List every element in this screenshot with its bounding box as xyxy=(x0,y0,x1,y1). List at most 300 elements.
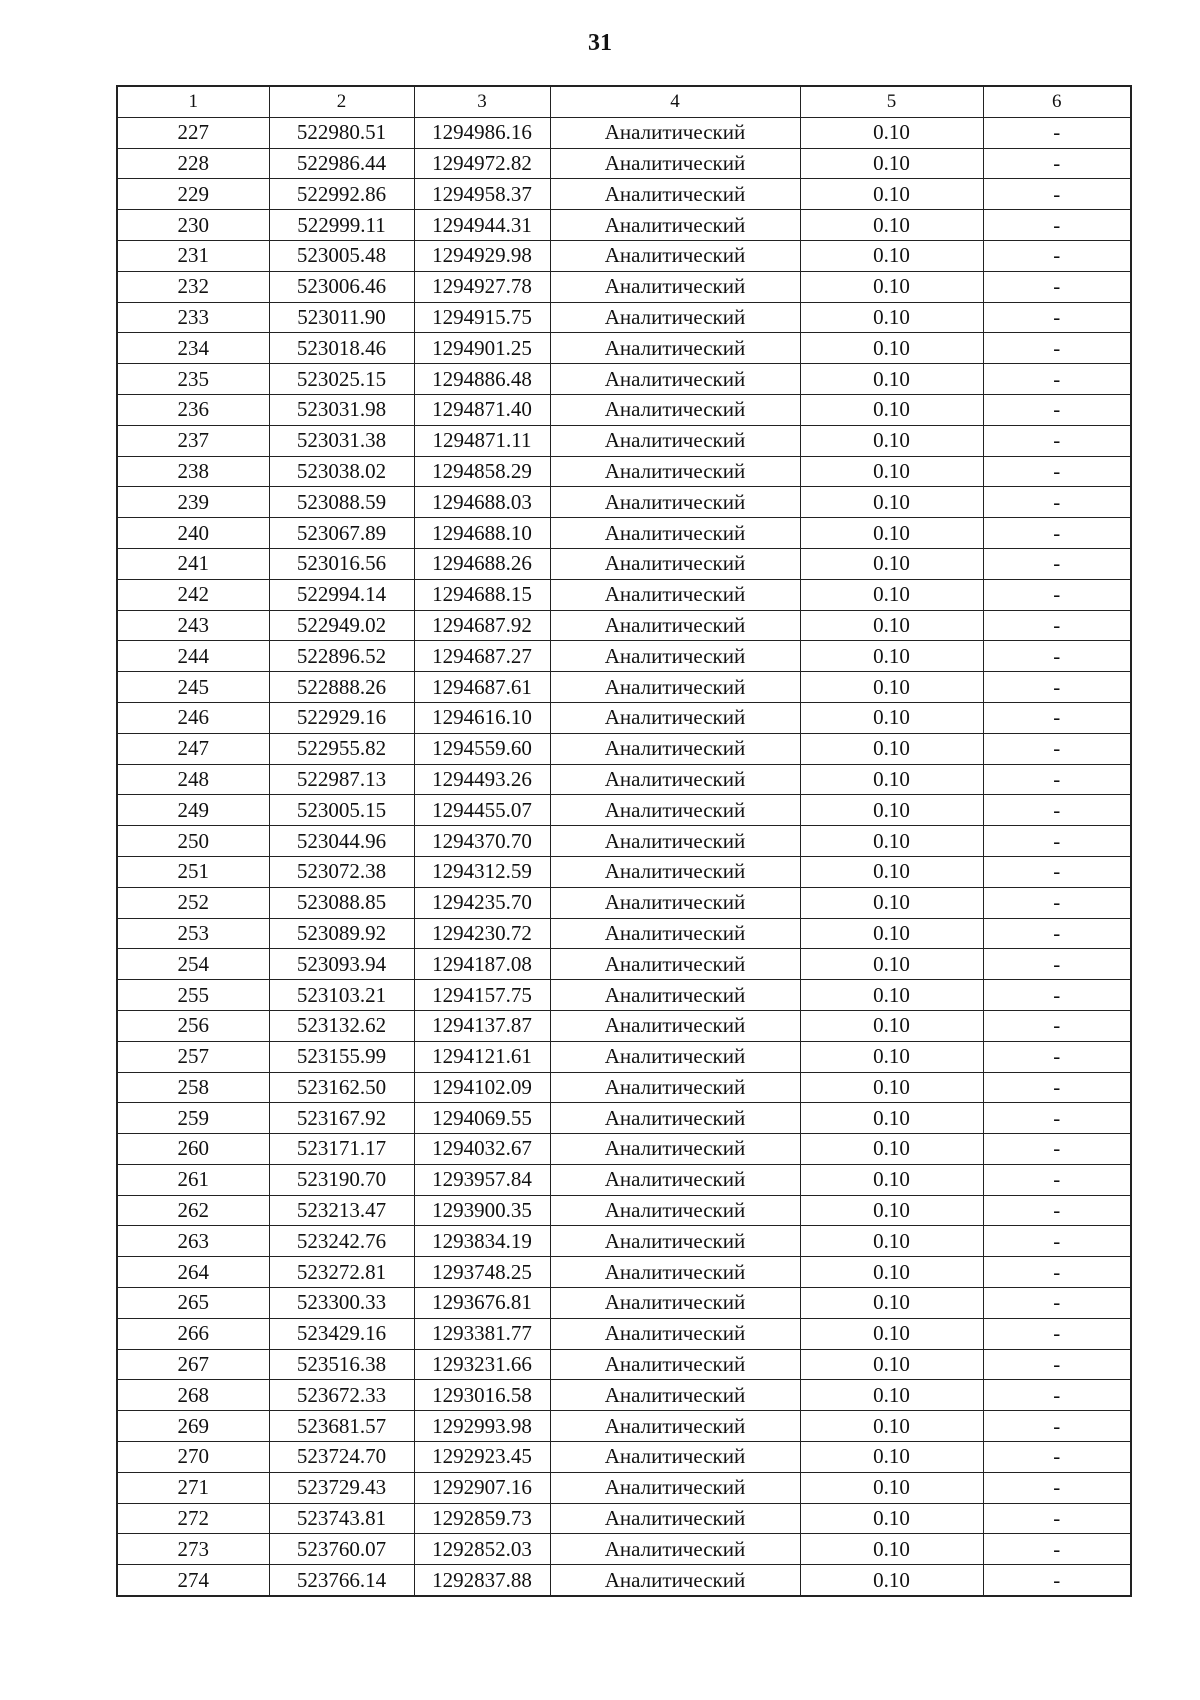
description-cell: - xyxy=(983,1349,1131,1380)
y-coordinate-cell: 1294901.25 xyxy=(414,333,550,364)
method-cell: Аналитический xyxy=(550,394,800,425)
description-cell: - xyxy=(983,548,1131,579)
method-cell: Аналитический xyxy=(550,1565,800,1596)
method-cell: Аналитический xyxy=(550,1380,800,1411)
description-cell: - xyxy=(983,610,1131,641)
table-row xyxy=(117,641,1131,672)
description-cell: - xyxy=(983,1534,1131,1565)
accuracy-cell: 0.10 xyxy=(800,1226,983,1257)
x-coordinate-cell: 523005.15 xyxy=(269,795,414,826)
accuracy-cell: 0.10 xyxy=(800,117,983,148)
description-cell: - xyxy=(983,394,1131,425)
table-row xyxy=(117,210,1131,241)
table-row xyxy=(117,1411,1131,1442)
x-coordinate-cell: 522987.13 xyxy=(269,764,414,795)
table-row xyxy=(117,1010,1131,1041)
x-coordinate-cell: 523103.21 xyxy=(269,980,414,1011)
point-number-cell: 256 xyxy=(117,1010,269,1041)
x-coordinate-cell: 522994.14 xyxy=(269,579,414,610)
description-cell: - xyxy=(983,733,1131,764)
accuracy-cell: 0.10 xyxy=(800,518,983,549)
table-row xyxy=(117,1041,1131,1072)
description-cell: - xyxy=(983,1318,1131,1349)
table-row xyxy=(117,271,1131,302)
accuracy-cell: 0.10 xyxy=(800,148,983,179)
y-coordinate-cell: 1292852.03 xyxy=(414,1534,550,1565)
y-coordinate-cell: 1294915.75 xyxy=(414,302,550,333)
coordinates-table xyxy=(116,85,1132,1597)
accuracy-cell: 0.10 xyxy=(800,394,983,425)
y-coordinate-cell: 1294944.31 xyxy=(414,210,550,241)
description-cell: - xyxy=(983,518,1131,549)
method-cell: Аналитический xyxy=(550,795,800,826)
description-cell: - xyxy=(983,1041,1131,1072)
point-number-cell: 241 xyxy=(117,548,269,579)
accuracy-cell: 0.10 xyxy=(800,702,983,733)
column-header-3: 3 xyxy=(414,86,550,117)
table-row xyxy=(117,302,1131,333)
table-row xyxy=(117,1103,1131,1134)
description-cell: - xyxy=(983,1442,1131,1473)
y-coordinate-cell: 1294312.59 xyxy=(414,856,550,887)
point-number-cell: 268 xyxy=(117,1380,269,1411)
description-cell: - xyxy=(983,1134,1131,1165)
description-cell: - xyxy=(983,333,1131,364)
description-cell: - xyxy=(983,1103,1131,1134)
description-cell: - xyxy=(983,456,1131,487)
method-cell: Аналитический xyxy=(550,1010,800,1041)
method-cell: Аналитический xyxy=(550,1195,800,1226)
x-coordinate-cell: 523088.59 xyxy=(269,487,414,518)
y-coordinate-cell: 1294972.82 xyxy=(414,148,550,179)
page-number: 31 xyxy=(588,30,612,56)
table-row xyxy=(117,425,1131,456)
x-coordinate-cell: 523171.17 xyxy=(269,1134,414,1165)
x-coordinate-cell: 523072.38 xyxy=(269,856,414,887)
accuracy-cell: 0.10 xyxy=(800,333,983,364)
y-coordinate-cell: 1294121.61 xyxy=(414,1041,550,1072)
method-cell: Аналитический xyxy=(550,518,800,549)
method-cell: Аналитический xyxy=(550,1164,800,1195)
description-cell: - xyxy=(983,179,1131,210)
method-cell: Аналитический xyxy=(550,733,800,764)
point-number-cell: 229 xyxy=(117,179,269,210)
column-header-2: 2 xyxy=(269,86,414,117)
x-coordinate-cell: 523155.99 xyxy=(269,1041,414,1072)
point-number-cell: 248 xyxy=(117,764,269,795)
point-number-cell: 231 xyxy=(117,240,269,271)
method-cell: Аналитический xyxy=(550,610,800,641)
accuracy-cell: 0.10 xyxy=(800,1010,983,1041)
x-coordinate-cell: 523300.33 xyxy=(269,1288,414,1319)
point-number-cell: 240 xyxy=(117,518,269,549)
description-cell: - xyxy=(983,1288,1131,1319)
accuracy-cell: 0.10 xyxy=(800,456,983,487)
description-cell: - xyxy=(983,980,1131,1011)
x-coordinate-cell: 522949.02 xyxy=(269,610,414,641)
accuracy-cell: 0.10 xyxy=(800,826,983,857)
x-coordinate-cell: 523429.16 xyxy=(269,1318,414,1349)
table-row xyxy=(117,1226,1131,1257)
point-number-cell: 262 xyxy=(117,1195,269,1226)
method-cell: Аналитический xyxy=(550,1472,800,1503)
x-coordinate-cell: 523067.89 xyxy=(269,518,414,549)
table-row xyxy=(117,1534,1131,1565)
table-row xyxy=(117,364,1131,395)
y-coordinate-cell: 1294688.26 xyxy=(414,548,550,579)
y-coordinate-cell: 1292993.98 xyxy=(414,1411,550,1442)
accuracy-cell: 0.10 xyxy=(800,1349,983,1380)
y-coordinate-cell: 1294958.37 xyxy=(414,179,550,210)
table-row xyxy=(117,1195,1131,1226)
description-cell: - xyxy=(983,641,1131,672)
x-coordinate-cell: 523044.96 xyxy=(269,826,414,857)
accuracy-cell: 0.10 xyxy=(800,764,983,795)
table-row xyxy=(117,1503,1131,1534)
table-row xyxy=(117,1349,1131,1380)
table-row xyxy=(117,672,1131,703)
y-coordinate-cell: 1294886.48 xyxy=(414,364,550,395)
table-row xyxy=(117,1257,1131,1288)
description-cell: - xyxy=(983,210,1131,241)
y-coordinate-cell: 1294687.61 xyxy=(414,672,550,703)
method-cell: Аналитический xyxy=(550,1134,800,1165)
accuracy-cell: 0.10 xyxy=(800,364,983,395)
table-body xyxy=(117,117,1131,1596)
method-cell: Аналитический xyxy=(550,302,800,333)
description-cell: - xyxy=(983,764,1131,795)
point-number-cell: 237 xyxy=(117,425,269,456)
point-number-cell: 260 xyxy=(117,1134,269,1165)
point-number-cell: 251 xyxy=(117,856,269,887)
method-cell: Аналитический xyxy=(550,364,800,395)
y-coordinate-cell: 1294687.92 xyxy=(414,610,550,641)
table-row xyxy=(117,1442,1131,1473)
table-row xyxy=(117,1318,1131,1349)
point-number-cell: 261 xyxy=(117,1164,269,1195)
method-cell: Аналитический xyxy=(550,887,800,918)
description-cell: - xyxy=(983,579,1131,610)
table-row xyxy=(117,610,1131,641)
point-number-cell: 247 xyxy=(117,733,269,764)
x-coordinate-cell: 523031.38 xyxy=(269,425,414,456)
y-coordinate-cell: 1293381.77 xyxy=(414,1318,550,1349)
column-header-5: 5 xyxy=(800,86,983,117)
accuracy-cell: 0.10 xyxy=(800,1041,983,1072)
description-cell: - xyxy=(983,148,1131,179)
point-number-cell: 242 xyxy=(117,579,269,610)
y-coordinate-cell: 1294871.11 xyxy=(414,425,550,456)
x-coordinate-cell: 522896.52 xyxy=(269,641,414,672)
y-coordinate-cell: 1294616.10 xyxy=(414,702,550,733)
method-cell: Аналитический xyxy=(550,1503,800,1534)
x-coordinate-cell: 523213.47 xyxy=(269,1195,414,1226)
x-coordinate-cell: 523272.81 xyxy=(269,1257,414,1288)
x-coordinate-cell: 523162.50 xyxy=(269,1072,414,1103)
point-number-cell: 266 xyxy=(117,1318,269,1349)
accuracy-cell: 0.10 xyxy=(800,1164,983,1195)
method-cell: Аналитический xyxy=(550,1318,800,1349)
method-cell: Аналитический xyxy=(550,764,800,795)
y-coordinate-cell: 1294370.70 xyxy=(414,826,550,857)
accuracy-cell: 0.10 xyxy=(800,1195,983,1226)
method-cell: Аналитический xyxy=(550,179,800,210)
y-coordinate-cell: 1293900.35 xyxy=(414,1195,550,1226)
accuracy-cell: 0.10 xyxy=(800,918,983,949)
x-coordinate-cell: 523038.02 xyxy=(269,456,414,487)
accuracy-cell: 0.10 xyxy=(800,641,983,672)
description-cell: - xyxy=(983,1195,1131,1226)
accuracy-cell: 0.10 xyxy=(800,1503,983,1534)
y-coordinate-cell: 1294157.75 xyxy=(414,980,550,1011)
table-row xyxy=(117,980,1131,1011)
method-cell: Аналитический xyxy=(550,579,800,610)
table-row xyxy=(117,1472,1131,1503)
table-row xyxy=(117,117,1131,148)
accuracy-cell: 0.10 xyxy=(800,1134,983,1165)
table-row xyxy=(117,518,1131,549)
accuracy-cell: 0.10 xyxy=(800,887,983,918)
table-row xyxy=(117,548,1131,579)
point-number-cell: 267 xyxy=(117,1349,269,1380)
method-cell: Аналитический xyxy=(550,1041,800,1072)
point-number-cell: 244 xyxy=(117,641,269,672)
y-coordinate-cell: 1294688.15 xyxy=(414,579,550,610)
method-cell: Аналитический xyxy=(550,148,800,179)
table-row xyxy=(117,1072,1131,1103)
accuracy-cell: 0.10 xyxy=(800,1411,983,1442)
method-cell: Аналитический xyxy=(550,1442,800,1473)
description-cell: - xyxy=(983,856,1131,887)
point-number-cell: 253 xyxy=(117,918,269,949)
y-coordinate-cell: 1294235.70 xyxy=(414,887,550,918)
method-cell: Аналитический xyxy=(550,1103,800,1134)
x-coordinate-cell: 523760.07 xyxy=(269,1534,414,1565)
description-cell: - xyxy=(983,364,1131,395)
description-cell: - xyxy=(983,240,1131,271)
y-coordinate-cell: 1294688.03 xyxy=(414,487,550,518)
y-coordinate-cell: 1293231.66 xyxy=(414,1349,550,1380)
method-cell: Аналитический xyxy=(550,487,800,518)
y-coordinate-cell: 1294858.29 xyxy=(414,456,550,487)
accuracy-cell: 0.10 xyxy=(800,1534,983,1565)
table-row xyxy=(117,764,1131,795)
point-number-cell: 245 xyxy=(117,672,269,703)
x-coordinate-cell: 523190.70 xyxy=(269,1164,414,1195)
point-number-cell: 236 xyxy=(117,394,269,425)
point-number-cell: 271 xyxy=(117,1472,269,1503)
table-row xyxy=(117,918,1131,949)
method-cell: Аналитический xyxy=(550,641,800,672)
column-header-6: 6 xyxy=(983,86,1131,117)
y-coordinate-cell: 1294871.40 xyxy=(414,394,550,425)
method-cell: Аналитический xyxy=(550,918,800,949)
x-coordinate-cell: 522929.16 xyxy=(269,702,414,733)
table-row xyxy=(117,487,1131,518)
description-cell: - xyxy=(983,117,1131,148)
accuracy-cell: 0.10 xyxy=(800,548,983,579)
x-coordinate-cell: 522992.86 xyxy=(269,179,414,210)
x-coordinate-cell: 523031.98 xyxy=(269,394,414,425)
accuracy-cell: 0.10 xyxy=(800,179,983,210)
x-coordinate-cell: 523025.15 xyxy=(269,364,414,395)
point-number-cell: 258 xyxy=(117,1072,269,1103)
description-cell: - xyxy=(983,1010,1131,1041)
method-cell: Аналитический xyxy=(550,548,800,579)
y-coordinate-cell: 1294102.09 xyxy=(414,1072,550,1103)
method-cell: Аналитический xyxy=(550,1226,800,1257)
y-coordinate-cell: 1292837.88 xyxy=(414,1565,550,1596)
table-row xyxy=(117,826,1131,857)
point-number-cell: 263 xyxy=(117,1226,269,1257)
x-coordinate-cell: 523729.43 xyxy=(269,1472,414,1503)
table-row xyxy=(117,579,1131,610)
y-coordinate-cell: 1293676.81 xyxy=(414,1288,550,1319)
table-row xyxy=(117,1380,1131,1411)
header-row xyxy=(117,86,1131,117)
x-coordinate-cell: 523724.70 xyxy=(269,1442,414,1473)
y-coordinate-cell: 1294927.78 xyxy=(414,271,550,302)
description-cell: - xyxy=(983,672,1131,703)
table-row xyxy=(117,240,1131,271)
y-coordinate-cell: 1293957.84 xyxy=(414,1164,550,1195)
x-coordinate-cell: 523005.48 xyxy=(269,240,414,271)
y-coordinate-cell: 1293834.19 xyxy=(414,1226,550,1257)
method-cell: Аналитический xyxy=(550,949,800,980)
point-number-cell: 269 xyxy=(117,1411,269,1442)
description-cell: - xyxy=(983,1072,1131,1103)
description-cell: - xyxy=(983,795,1131,826)
accuracy-cell: 0.10 xyxy=(800,1472,983,1503)
description-cell: - xyxy=(983,1226,1131,1257)
method-cell: Аналитический xyxy=(550,456,800,487)
table-row xyxy=(117,456,1131,487)
x-coordinate-cell: 523672.33 xyxy=(269,1380,414,1411)
description-cell: - xyxy=(983,425,1131,456)
description-cell: - xyxy=(983,1257,1131,1288)
y-coordinate-cell: 1294137.87 xyxy=(414,1010,550,1041)
accuracy-cell: 0.10 xyxy=(800,795,983,826)
point-number-cell: 246 xyxy=(117,702,269,733)
table-row xyxy=(117,702,1131,733)
y-coordinate-cell: 1292859.73 xyxy=(414,1503,550,1534)
description-cell: - xyxy=(983,302,1131,333)
table-row xyxy=(117,394,1131,425)
method-cell: Аналитический xyxy=(550,1288,800,1319)
method-cell: Аналитический xyxy=(550,672,800,703)
point-number-cell: 234 xyxy=(117,333,269,364)
method-cell: Аналитический xyxy=(550,856,800,887)
method-cell: Аналитический xyxy=(550,240,800,271)
accuracy-cell: 0.10 xyxy=(800,1257,983,1288)
table-row xyxy=(117,856,1131,887)
table-row xyxy=(117,1565,1131,1596)
accuracy-cell: 0.10 xyxy=(800,240,983,271)
table-row xyxy=(117,795,1131,826)
point-number-cell: 233 xyxy=(117,302,269,333)
accuracy-cell: 0.10 xyxy=(800,610,983,641)
x-coordinate-cell: 523766.14 xyxy=(269,1565,414,1596)
method-cell: Аналитический xyxy=(550,425,800,456)
description-cell: - xyxy=(983,1411,1131,1442)
column-header-4: 4 xyxy=(550,86,800,117)
y-coordinate-cell: 1292907.16 xyxy=(414,1472,550,1503)
table-row xyxy=(117,179,1131,210)
y-coordinate-cell: 1294493.26 xyxy=(414,764,550,795)
y-coordinate-cell: 1294069.55 xyxy=(414,1103,550,1134)
point-number-cell: 250 xyxy=(117,826,269,857)
point-number-cell: 228 xyxy=(117,148,269,179)
description-cell: - xyxy=(983,826,1131,857)
x-coordinate-cell: 522888.26 xyxy=(269,672,414,703)
table-row xyxy=(117,1134,1131,1165)
method-cell: Аналитический xyxy=(550,826,800,857)
y-coordinate-cell: 1292923.45 xyxy=(414,1442,550,1473)
x-coordinate-cell: 523093.94 xyxy=(269,949,414,980)
accuracy-cell: 0.10 xyxy=(800,1318,983,1349)
method-cell: Аналитический xyxy=(550,702,800,733)
accuracy-cell: 0.10 xyxy=(800,1072,983,1103)
y-coordinate-cell: 1294687.27 xyxy=(414,641,550,672)
accuracy-cell: 0.10 xyxy=(800,487,983,518)
point-number-cell: 255 xyxy=(117,980,269,1011)
point-number-cell: 265 xyxy=(117,1288,269,1319)
table-row xyxy=(117,1288,1131,1319)
accuracy-cell: 0.10 xyxy=(800,856,983,887)
method-cell: Аналитический xyxy=(550,271,800,302)
point-number-cell: 230 xyxy=(117,210,269,241)
method-cell: Аналитический xyxy=(550,1349,800,1380)
method-cell: Аналитический xyxy=(550,210,800,241)
description-cell: - xyxy=(983,1565,1131,1596)
point-number-cell: 238 xyxy=(117,456,269,487)
point-number-cell: 239 xyxy=(117,487,269,518)
point-number-cell: 232 xyxy=(117,271,269,302)
x-coordinate-cell: 523681.57 xyxy=(269,1411,414,1442)
point-number-cell: 274 xyxy=(117,1565,269,1596)
table-row xyxy=(117,733,1131,764)
description-cell: - xyxy=(983,918,1131,949)
x-coordinate-cell: 523088.85 xyxy=(269,887,414,918)
table-row xyxy=(117,887,1131,918)
accuracy-cell: 0.10 xyxy=(800,1442,983,1473)
y-coordinate-cell: 1293748.25 xyxy=(414,1257,550,1288)
x-coordinate-cell: 523016.56 xyxy=(269,548,414,579)
accuracy-cell: 0.10 xyxy=(800,1380,983,1411)
x-coordinate-cell: 522955.82 xyxy=(269,733,414,764)
method-cell: Аналитический xyxy=(550,117,800,148)
accuracy-cell: 0.10 xyxy=(800,302,983,333)
point-number-cell: 254 xyxy=(117,949,269,980)
y-coordinate-cell: 1294230.72 xyxy=(414,918,550,949)
table-row xyxy=(117,949,1131,980)
y-coordinate-cell: 1294455.07 xyxy=(414,795,550,826)
x-coordinate-cell: 523006.46 xyxy=(269,271,414,302)
x-coordinate-cell: 522986.44 xyxy=(269,148,414,179)
description-cell: - xyxy=(983,1472,1131,1503)
description-cell: - xyxy=(983,887,1131,918)
x-coordinate-cell: 523011.90 xyxy=(269,302,414,333)
method-cell: Аналитический xyxy=(550,1411,800,1442)
method-cell: Аналитический xyxy=(550,1072,800,1103)
point-number-cell: 243 xyxy=(117,610,269,641)
table-row xyxy=(117,1164,1131,1195)
x-coordinate-cell: 523167.92 xyxy=(269,1103,414,1134)
accuracy-cell: 0.10 xyxy=(800,579,983,610)
point-number-cell: 227 xyxy=(117,117,269,148)
point-number-cell: 270 xyxy=(117,1442,269,1473)
y-coordinate-cell: 1294986.16 xyxy=(414,117,550,148)
